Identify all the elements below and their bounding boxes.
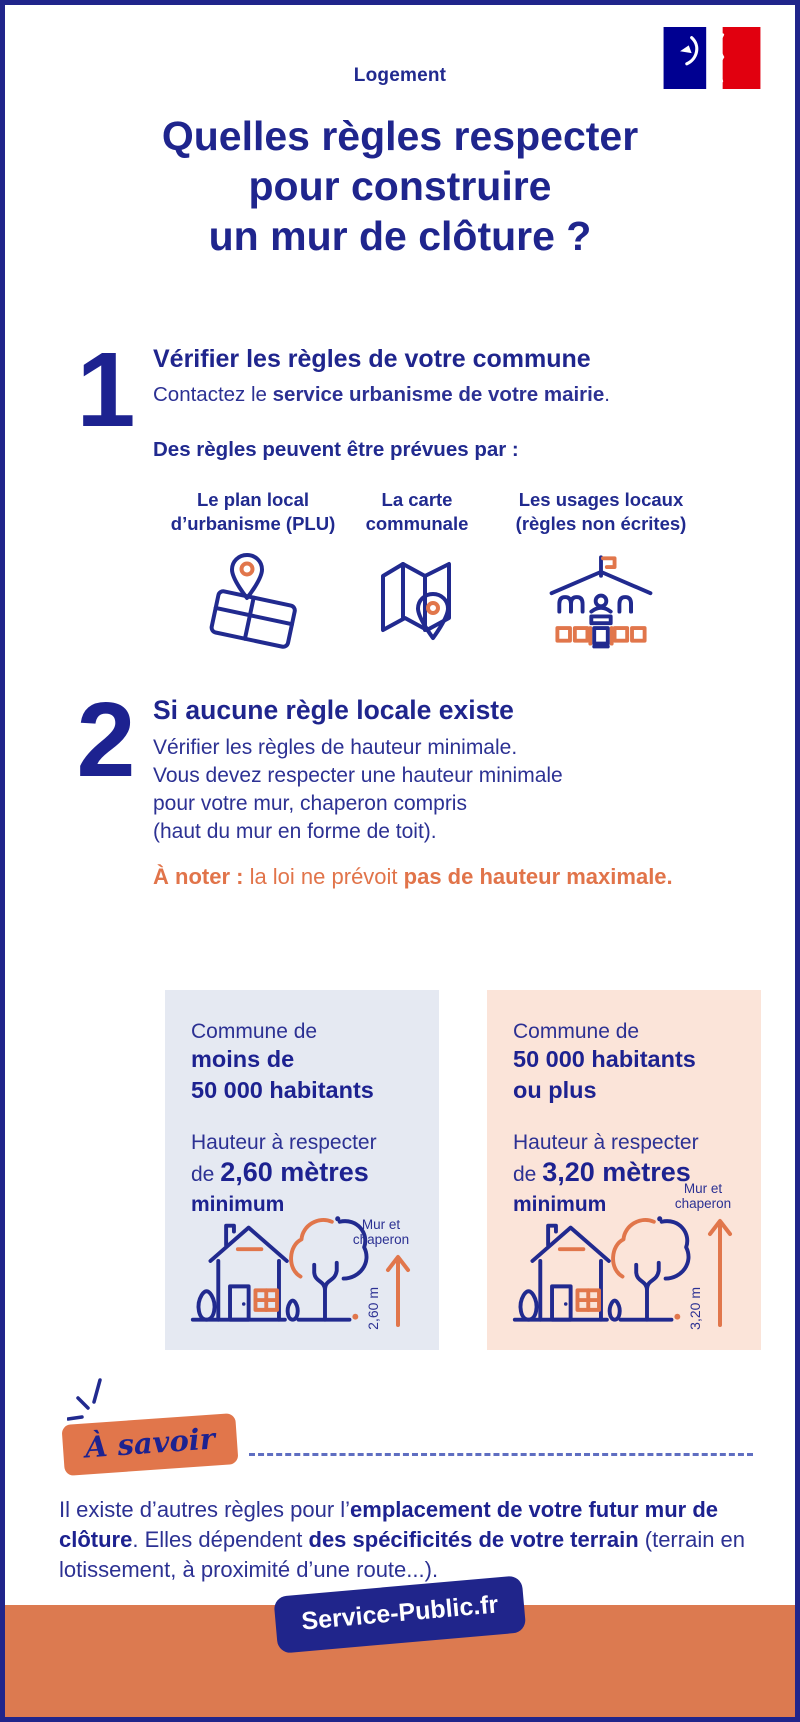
step-2-body bbox=[147, 695, 771, 890]
step-2-title: Si aucune règle locale existe bbox=[153, 695, 514, 725]
step-1-intro-text: . bbox=[604, 383, 610, 406]
option-plu bbox=[167, 488, 339, 649]
a-savoir-text-part: (terrain en lotissement, à proximité d’une route...). bbox=[59, 1527, 746, 1583]
card-intro: Commune de bbox=[191, 1020, 318, 1043]
note bbox=[153, 864, 771, 890]
a-savoir-text-part: Il existe d’autres règles pour l’ bbox=[59, 1497, 351, 1522]
height-prefix: de bbox=[191, 1163, 221, 1187]
wall-annotation: Mur et chaperon bbox=[352, 1216, 410, 1248]
card-intro: Commune de bbox=[513, 1020, 640, 1043]
note-text: la loi ne prévoit bbox=[249, 863, 404, 889]
height-arrow-label: 2,60 m bbox=[365, 1287, 381, 1330]
page-title-line: un mur de clôture ? bbox=[208, 213, 592, 260]
page-title bbox=[5, 111, 795, 261]
option-label-line: La carte bbox=[381, 489, 453, 510]
height-minimum: minimum bbox=[513, 1193, 607, 1217]
step-2-text-line: Vérifier les règles de hauteur minimale. bbox=[153, 736, 518, 759]
height-value: 2,60 mètres bbox=[220, 1157, 369, 1188]
option-label-line: Les usages locaux bbox=[518, 489, 684, 510]
option-plu-label bbox=[171, 488, 335, 535]
step-2-text-line: (haut du mur en forme de toit). bbox=[153, 820, 437, 844]
step-1 bbox=[61, 331, 771, 649]
step-1-intro bbox=[153, 383, 771, 407]
card-population-line: ou plus bbox=[513, 1076, 597, 1103]
wall-annotation: Mur et chaperon bbox=[674, 1180, 732, 1212]
card-population-line: moins de bbox=[191, 1046, 295, 1072]
page-title-line: pour construire bbox=[248, 163, 552, 210]
commune-cards bbox=[165, 990, 761, 1350]
card-commune-over-50000 bbox=[487, 990, 761, 1350]
a-savoir-text bbox=[59, 1495, 765, 1585]
height-label: Hauteur à respecter bbox=[513, 1131, 699, 1155]
service-public-badge: Service-Public.fr bbox=[273, 1575, 526, 1654]
a-savoir-section bbox=[57, 1377, 755, 1607]
category-label: Logement bbox=[353, 65, 447, 86]
height-line bbox=[191, 1157, 415, 1188]
step-1-body bbox=[147, 345, 771, 649]
height-label: Hauteur à respecter bbox=[191, 1131, 377, 1155]
option-label-line: communale bbox=[365, 512, 469, 534]
option-carte-communale bbox=[341, 488, 493, 649]
dashed-divider bbox=[249, 1453, 753, 1456]
step-1-intro-text: Contactez le bbox=[153, 383, 273, 406]
step-2 bbox=[61, 681, 771, 890]
option-label-line: Le plan local bbox=[196, 489, 310, 510]
a-savoir-text-bold: emplacement de votre futur mur de clôture bbox=[59, 1497, 719, 1553]
step-2-text bbox=[153, 734, 771, 847]
town-hall-icon bbox=[538, 547, 664, 649]
height-minimum: minimum bbox=[191, 1193, 285, 1217]
step-1-title: Vérifier les règles de votre commune bbox=[153, 345, 591, 373]
option-usages-label bbox=[516, 488, 687, 535]
step-2-number: 2 bbox=[76, 681, 132, 799]
height-arrow-icon bbox=[705, 1217, 735, 1332]
card-population-line: 50 000 habitants bbox=[513, 1046, 696, 1072]
card-population-line: 50 000 habitants bbox=[191, 1076, 374, 1103]
card-commune-under-50000 bbox=[165, 990, 439, 1350]
note-bold: pas de hauteur maximale. bbox=[403, 863, 673, 889]
option-label-line: d’urbanisme (PLU) bbox=[170, 512, 336, 534]
house-tree-icon bbox=[185, 1187, 371, 1332]
map-pin-icon bbox=[201, 547, 305, 649]
page-title-line: Quelles règles respecter bbox=[161, 113, 639, 159]
card-population bbox=[513, 1044, 737, 1105]
rule-options bbox=[167, 488, 771, 649]
step-2-text-line: Vous devez respecter une hauteur minimale bbox=[153, 764, 563, 788]
a-savoir-badge: À savoir bbox=[61, 1413, 238, 1476]
step-2-text-line: pour votre mur, chaperon compris bbox=[153, 792, 467, 816]
height-prefix: de bbox=[513, 1163, 543, 1187]
option-usages-locaux bbox=[505, 488, 697, 649]
option-carte-label bbox=[366, 488, 469, 535]
option-label-line: (règles non écrites) bbox=[515, 512, 687, 534]
rules-heading: Des règles peuvent être prévues par : bbox=[153, 438, 519, 461]
a-savoir-text-part: . Elles dépendent bbox=[132, 1527, 309, 1553]
card-population bbox=[191, 1044, 415, 1105]
height-arrow-icon bbox=[383, 1253, 413, 1332]
a-savoir-text-bold: des spécificités de votre terrain bbox=[308, 1527, 639, 1553]
note-label: À noter : bbox=[153, 863, 250, 889]
card-illustration bbox=[191, 1217, 415, 1332]
height-arrow-label: 3,20 m bbox=[687, 1287, 703, 1330]
folded-map-icon bbox=[371, 547, 463, 649]
height-value: 3,20 mètres bbox=[542, 1157, 691, 1188]
step-1-number: 1 bbox=[76, 331, 132, 449]
step-1-intro-bold: service urbanisme de votre mairie bbox=[272, 383, 605, 406]
